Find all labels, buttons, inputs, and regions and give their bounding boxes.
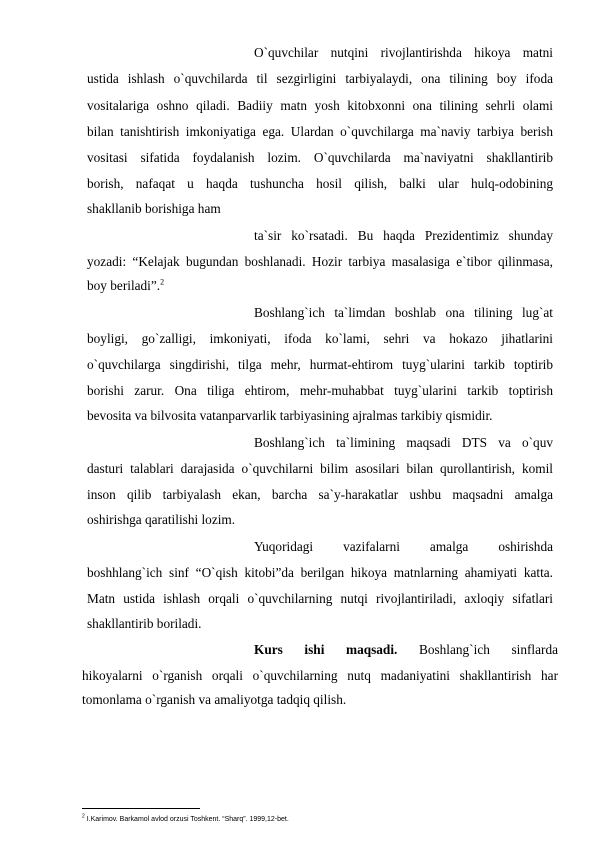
paragraph-1-line-1: O`quvchilar nutqini rivojlantirishda hikoya matni [254,45,553,60]
paragraph-2-line-2: yozadi: “Kelajak bugundan boshlanadi. Hozir tarbiya masalasiga e`tibor qilinmasa, [87,254,553,269]
paragraph-2-line-3-text: boy beriladi”. [87,278,161,293]
final-paragraph-line-1-rest: Boshlang`ich sinflarda [418,642,559,657]
paragraph-1-line-6: borish, nafaqat u haqda tushuncha hosil qilish, balki ular hulq-odobining [87,176,553,191]
paragraph-2-line-1: ta`sir ko`rsatadi. Bu haqda Prezidentimiz shunday [254,228,553,243]
paragraph-4-line-4: oshirishga qaratilishi lozim. [87,512,236,527]
paragraph-3-line-5: bevosita va bilvosita vatanparvarlik tarbiyasining ajralmas tarkibiy qismidir. [87,408,493,423]
paragraph-5-line-2: boshhlang`ich sinf “O`qish kitobi”da berilgan hikoya matnlarning ahamiyati katta. [87,565,553,580]
paragraph-5-line-3: Matn ustida ishlash orqali o`quvchilarning nutqi rivojlantiriladi, axloqiy sifatlari [87,591,553,606]
paragraph-1-line-5: vositasi sifatida foydalanish lozim. O`quvchilarda ma`naviyatni shakllantirib [87,150,553,165]
paragraph-3-line-4: borishi zarur. Ona tiliga ehtirom, mehr-muhabbat tuyg`ularini tarkib toptirish [87,383,553,398]
paragraph-5-line-1: Yuqoridagi vazifalarni amalga oshirishda [254,539,553,554]
paragraph-3-line-1: Boshlang`ich ta`limdan boshlab ona tilining lug`at [254,305,553,320]
final-paragraph-line-2: hikoyalarni o`rganish orqali o`quvchilarning nutq madaniyatini shakllantirish har [82,668,558,683]
footnote [82,815,289,825]
paragraph-1-line-7: shakllanib borishiga ham [87,201,221,216]
paragraph-4-line-2: dasturi talablari darajasida o`quvchilarni bilim asosilari bilan qurollantirish, komil [87,461,553,476]
paragraph-4-line-1: Boshlang`ich ta`limining maqsadi DTS va o`quv [254,435,553,450]
paragraph-1-line-2: ustida ishlash o`quvchilarda til sezgirligini tarbiyalaydi, ona tilining boy ifoda [87,71,553,86]
footnote-reference: 2 [160,277,165,287]
paragraph-2-line-3 [87,278,164,294]
final-paragraph-line-3: tomonlama o`rganish va amaliyotga tadqiq qilish. [82,692,347,707]
paragraph-1-line-3: vositalariga oshno qiladi. Badiiy matn yosh kitobxonni ona tilining sehrli olami [87,98,553,113]
final-paragraph-line-1 [254,642,558,658]
footnote-text: I.Karimov. Barkamol avlod orzusi Toshkent. “Sharq”. 1999,12-bet. [86,816,289,823]
paragraph-3-line-2: boyligi, go`zalligi, imkoniyati, ifoda ko`lami, sehri va hokazo jihatlarini [87,331,553,346]
paragraph-5-line-4: shakllantirib boriladi. [87,616,202,631]
footnote-separator [82,808,200,809]
paragraph-4-line-3: inson qilib tarbiyalash ekan, barcha sa`y-harakatlar ushbu maqsadni amalga [87,487,553,502]
paragraph-3-line-3: o`quvchilarga singdirishi, tilga mehr, hurmat-ehtirom tuyg`ularini tarkib toptirib [87,357,553,372]
section-heading: Kurs ishi maqsadi. [254,642,398,657]
footnote-number: 2 [82,813,85,820]
paragraph-1-line-4: bilan tanishtirish imkoniyatiga ega. Ulardan o`quvchilarga ma`naviy tarbiya berish [87,124,553,139]
